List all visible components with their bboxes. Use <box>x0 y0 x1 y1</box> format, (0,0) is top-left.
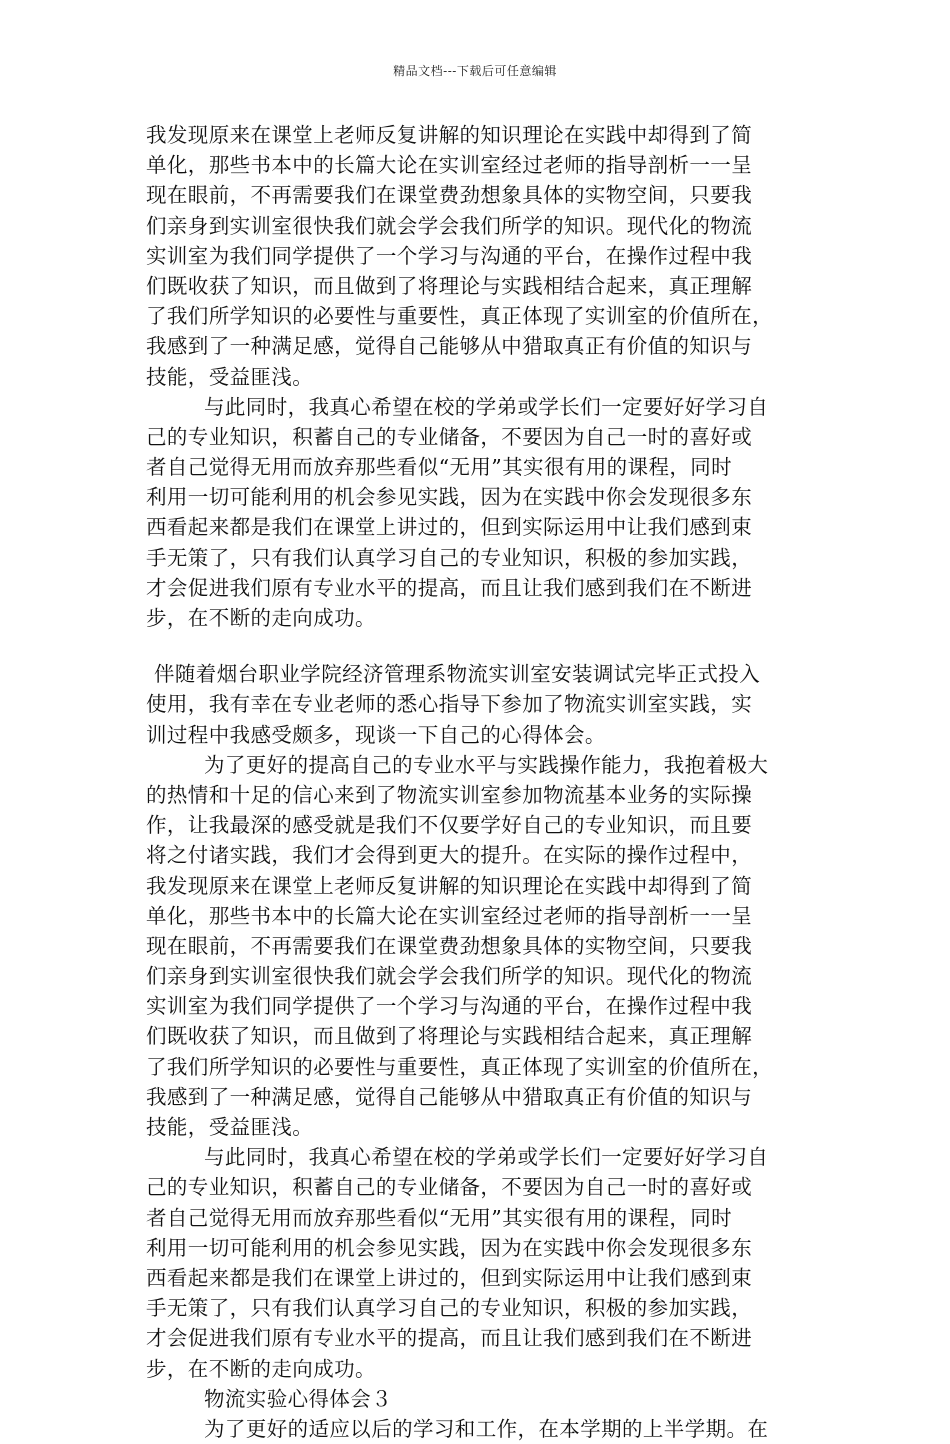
paragraph-5 <box>146 1142 814 1384</box>
text-line: 与此同时，我真心希望在校的学弟或学长们一定要好好学习自 <box>204 394 769 419</box>
text-line: 己的专业知识，积蓄自己的专业储备，不要因为自己一时的喜好或 <box>146 424 753 449</box>
paragraph-spacer <box>146 633 814 659</box>
text-line: 技能，受益匪浅。 <box>146 1115 314 1139</box>
text-line: 西看起来都是我们在课堂上讲过的，但到实际运用中让我们感到束 <box>146 515 753 540</box>
text-line: 我感到了一种满足感，觉得自己能够从中猎取真正有价值的知识与 <box>146 1084 753 1109</box>
text-line: 单化，那些书本中的长篇大论在实训室经过老师的指导剖析一一呈 <box>146 153 753 178</box>
text-line: 才会促进我们原有专业水平的提高，而且让我们感到我们在不断进 <box>146 1326 753 1351</box>
text-line: 为了更好的提高自己的专业水平与实践操作能力，我抱着极大 <box>204 752 769 777</box>
text-line: 利用一切可能利用的机会参见实践，因为在实践中你会发现很多东 <box>146 485 753 510</box>
text-line: 西看起来都是我们在课堂上讲过的，但到实际运用中让我们感到束 <box>146 1265 753 1290</box>
section-title: 物流实验心得体会３ <box>204 1386 393 1411</box>
text-line: 们既收获了知识，而且做到了将理论与实践相结合起来，真正理解 <box>146 273 753 298</box>
text-line: 作，让我最深的感受就是我们不仅要学好自己的专业知识，而且要 <box>146 813 753 838</box>
text-line: 们亲身到实训室很快我们就会学会我们所学的知识。现代化的物流 <box>146 964 753 989</box>
text-line: 才会促进我们原有专业水平的提高，而且让我们感到我们在不断进 <box>146 575 753 600</box>
text-line: 者自己觉得无用而放弃那些看似“无用”其实很有用的课程，同时 <box>146 1205 733 1230</box>
text-line: 训过程中我感受颇多，现谈一下自己的心得体会。 <box>146 722 606 747</box>
text-line: 我发现原来在课堂上老师反复讲解的知识理论在实践中却得到了简 <box>146 873 753 898</box>
text-line: 技能，受益匪浅。 <box>146 364 314 389</box>
text-line: 为了更好的适应以后的学习和工作，在本学期的上半学期。在 <box>204 1416 769 1441</box>
text-line: 实训室为我们同学提供了一个学习与沟通的平台，在操作过程中我 <box>146 994 753 1019</box>
text-line: 与此同时，我真心希望在校的学弟或学长们一定要好好学习自 <box>204 1145 769 1170</box>
text-line: 单化，那些书本中的长篇大论在实训室经过老师的指导剖析一一呈 <box>146 903 753 928</box>
text-line: 使用，我有幸在专业老师的悉心指导下参加了物流实训室实践，实 <box>146 692 753 717</box>
text-line: 实训室为我们同学提供了一个学习与沟通的平台，在操作过程中我 <box>146 243 753 268</box>
text-line: 步，在不断的走向成功。 <box>146 606 376 630</box>
text-line: 手无策了，只有我们认真学习自己的专业知识，积极的参加实践， <box>146 545 753 570</box>
paragraph-6 <box>146 1414 814 1444</box>
text-line: 了我们所学知识的必要性与重要性，真正体现了实训室的价值所在， <box>146 304 773 329</box>
text-line: 者自己觉得无用而放弃那些看似“无用”其实很有用的课程，同时 <box>146 455 733 480</box>
paragraph-2 <box>146 392 814 634</box>
text-line: 己的专业知识，积蓄自己的专业储备，不要因为自己一时的喜好或 <box>146 1175 753 1200</box>
document-body <box>146 120 814 1444</box>
text-line: 将之付诸实践，我们才会得到更大的提升。在实际的操作过程中， <box>146 843 753 868</box>
text-line: 伴随着烟台职业学院经济管理系物流实训室安装调试完毕正式投入 <box>154 662 761 687</box>
text-line: 我感到了一种满足感，觉得自己能够从中猎取真正有价值的知识与 <box>146 334 753 359</box>
page-header: 精品文档---下载后可任意编辑 <box>393 64 557 78</box>
paragraph-3 <box>146 659 814 750</box>
text-line: 了我们所学知识的必要性与重要性，真正体现了实训室的价值所在， <box>146 1054 773 1079</box>
paragraph-4 <box>146 750 814 1142</box>
text-line: 利用一切可能利用的机会参见实践，因为在实践中你会发现很多东 <box>146 1235 753 1260</box>
text-line: 手无策了，只有我们认真学习自己的专业知识，积极的参加实践， <box>146 1296 753 1321</box>
paragraph-1 <box>146 120 814 392</box>
text-line: 我发现原来在课堂上老师反复讲解的知识理论在实践中却得到了简 <box>146 123 753 147</box>
text-line: 们既收获了知识，而且做到了将理论与实践相结合起来，真正理解 <box>146 1024 753 1049</box>
text-line: 现在眼前，不再需要我们在课堂费劲想象具体的实物空间，只要我 <box>146 933 753 958</box>
text-line: 的热情和十足的信心来到了物流实训室参加物流基本业务的实际操 <box>146 782 753 807</box>
text-line: 们亲身到实训室很快我们就会学会我们所学的知识。现代化的物流 <box>146 213 753 238</box>
text-line: 现在眼前，不再需要我们在课堂费劲想象具体的实物空间，只要我 <box>146 183 753 208</box>
text-line: 步，在不断的走向成功。 <box>146 1356 376 1381</box>
